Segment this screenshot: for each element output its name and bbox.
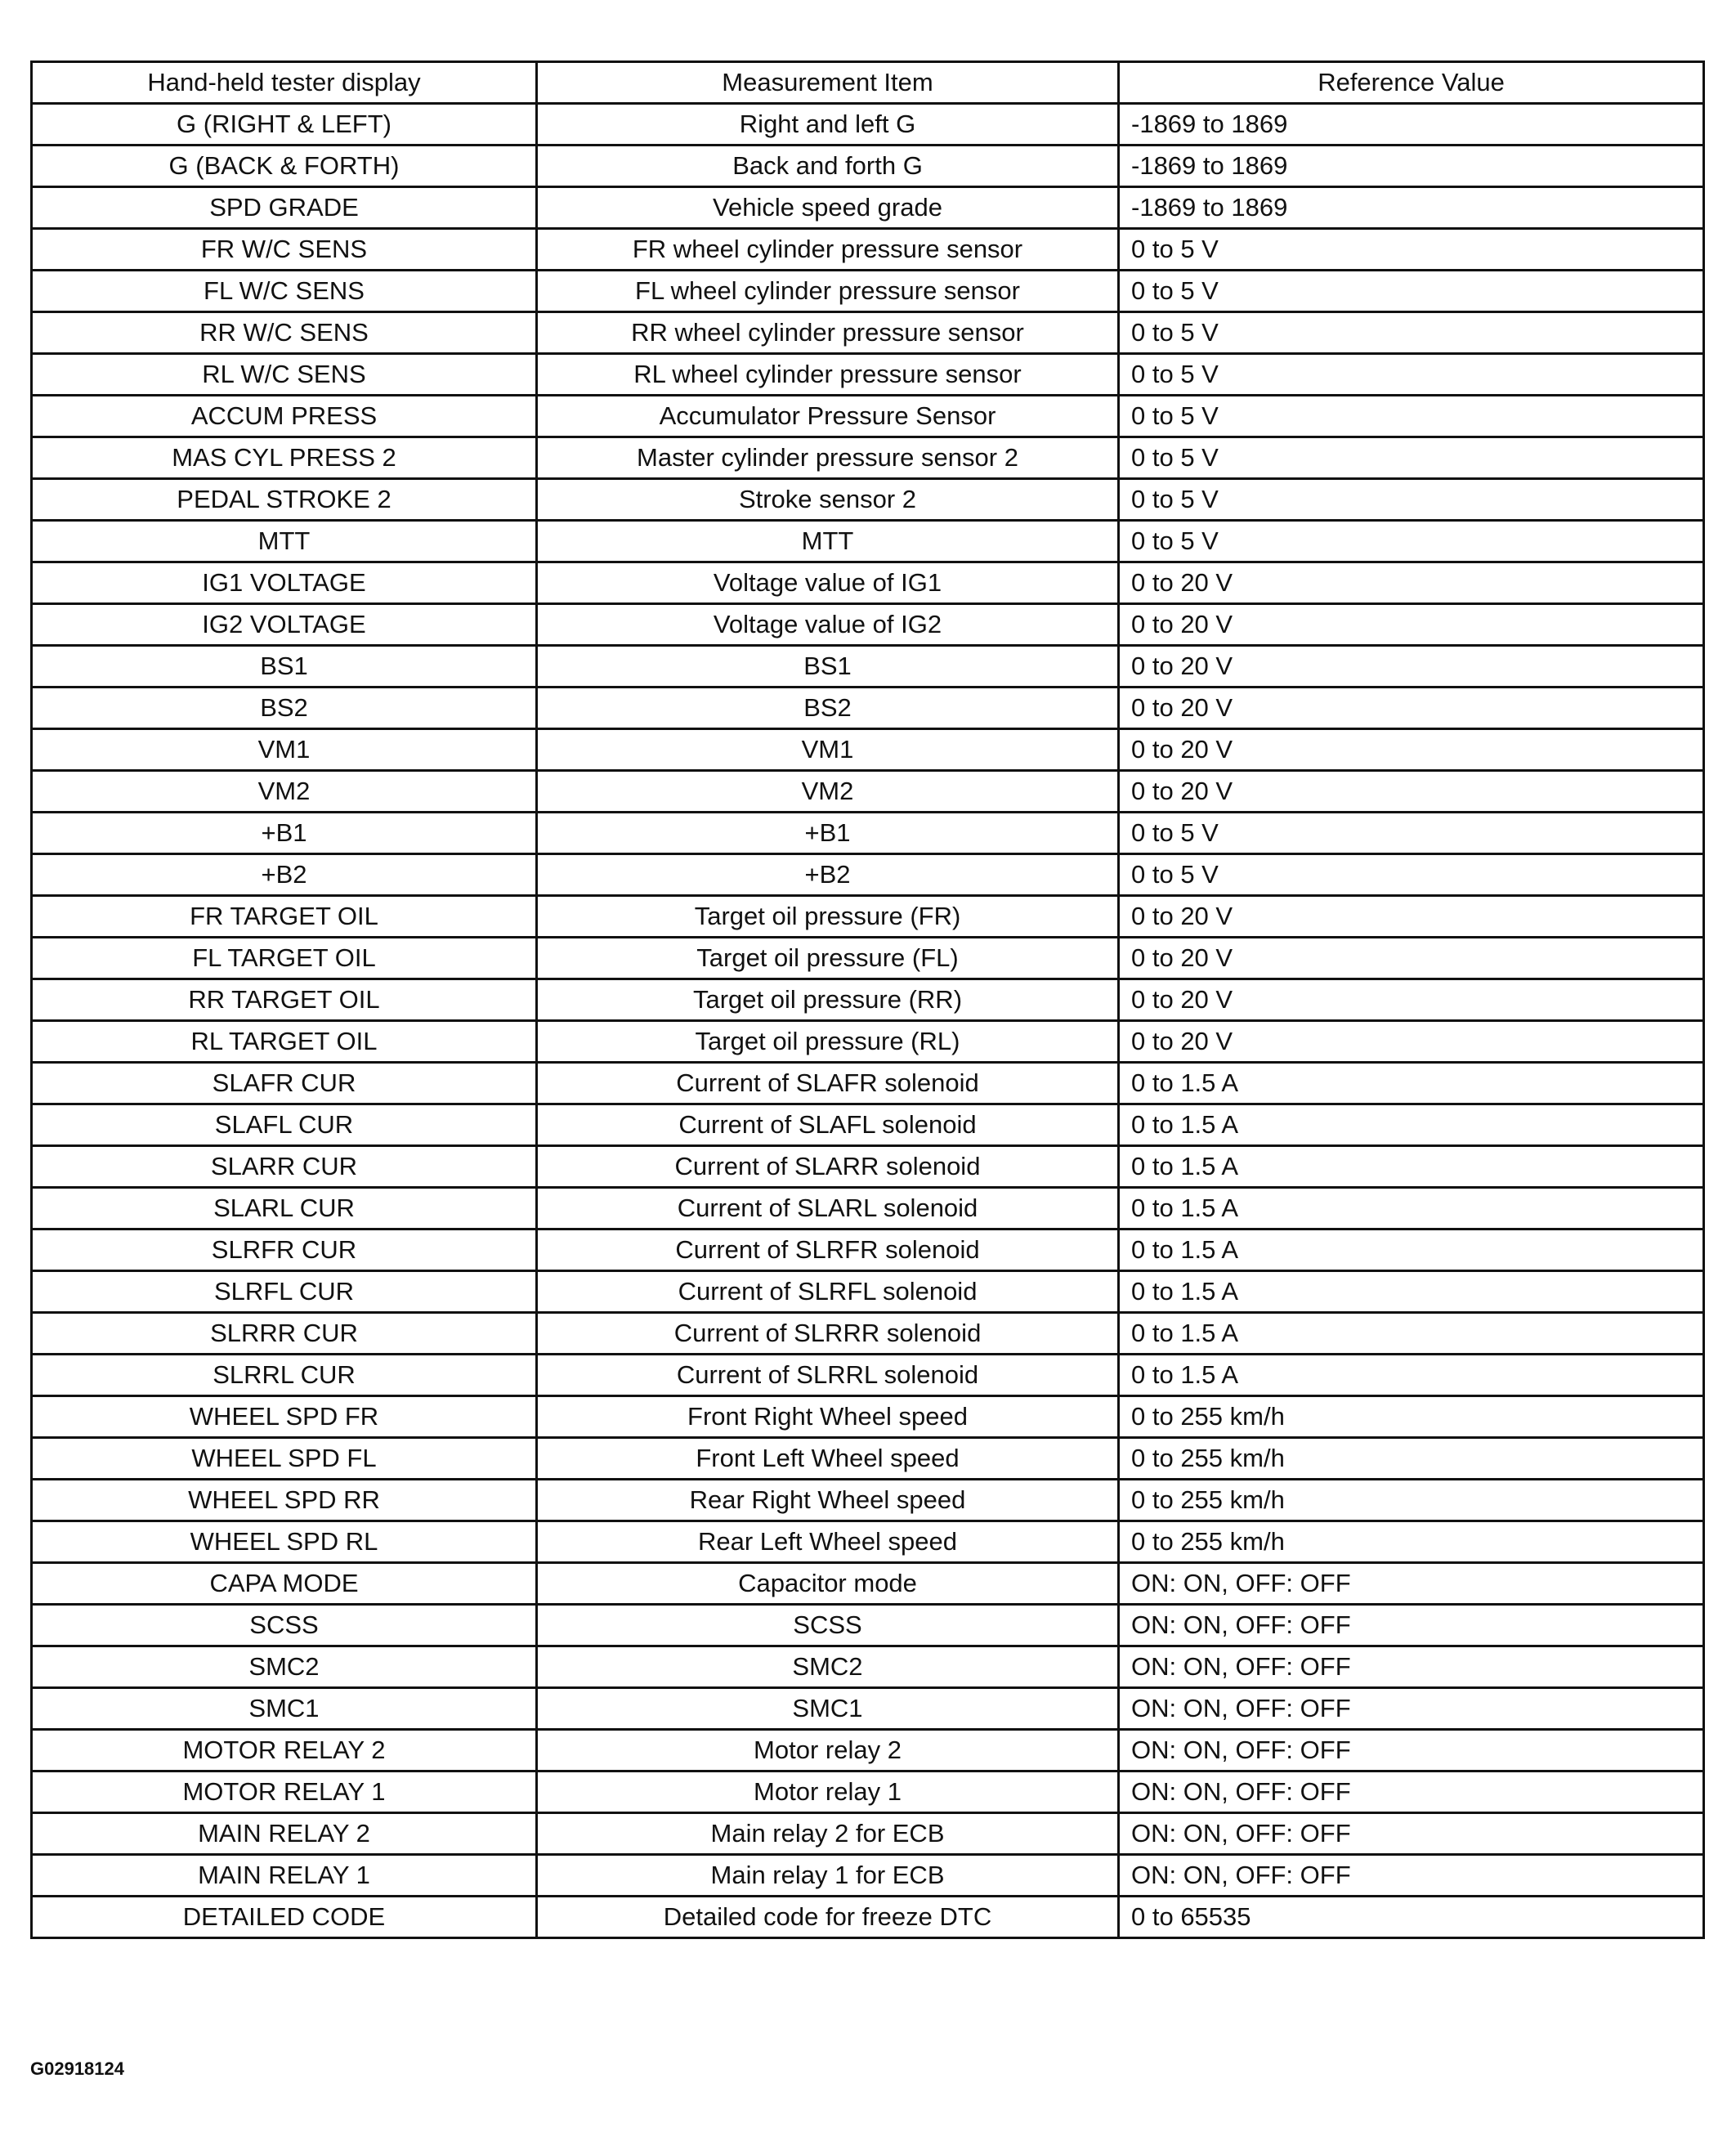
tester-display-cell: FR TARGET OIL [32, 896, 537, 938]
reference-value-cell: 0 to 20 V [1119, 688, 1704, 729]
table-row [32, 1063, 1704, 1104]
reference-value-cell: ON: ON, OFF: OFF [1119, 1813, 1704, 1855]
tester-display-cell: FL TARGET OIL [32, 938, 537, 979]
measurement-item-cell: VM1 [537, 729, 1119, 771]
tester-display-cell: MAS CYL PRESS 2 [32, 437, 537, 479]
table-row [32, 1688, 1704, 1730]
measurement-item-cell: Current of SLARL solenoid [537, 1188, 1119, 1230]
measurement-item-cell: Right and left G [537, 104, 1119, 146]
table-row [32, 938, 1704, 979]
table-row [32, 729, 1704, 771]
table-row [32, 1646, 1704, 1688]
reference-value-cell: -1869 to 1869 [1119, 146, 1704, 187]
measurement-item-cell: Target oil pressure (RR) [537, 979, 1119, 1021]
reference-value-cell: ON: ON, OFF: OFF [1119, 1646, 1704, 1688]
table-row [32, 1355, 1704, 1396]
table-row [32, 604, 1704, 646]
table-row [32, 1271, 1704, 1313]
measurement-item-cell: Current of SLRFR solenoid [537, 1230, 1119, 1271]
table-row [32, 1563, 1704, 1605]
table-row [32, 1605, 1704, 1646]
table-row [32, 1146, 1704, 1188]
table-row [32, 646, 1704, 688]
tester-display-cell: FR W/C SENS [32, 229, 537, 271]
table-row [32, 1771, 1704, 1813]
tester-display-cell: RL W/C SENS [32, 354, 537, 396]
header-reference-value: Reference Value [1119, 62, 1704, 104]
measurement-item-cell: SMC1 [537, 1688, 1119, 1730]
reference-value-cell: 0 to 1.5 A [1119, 1230, 1704, 1271]
measurement-item-cell: RR wheel cylinder pressure sensor [537, 312, 1119, 354]
reference-value-cell: ON: ON, OFF: OFF [1119, 1855, 1704, 1897]
measurement-item-cell: Accumulator Pressure Sensor [537, 396, 1119, 437]
measurement-item-cell: Master cylinder pressure sensor 2 [537, 437, 1119, 479]
measurement-item-cell: Target oil pressure (FL) [537, 938, 1119, 979]
reference-value-cell: 0 to 5 V [1119, 354, 1704, 396]
measurement-item-cell: Current of SLAFR solenoid [537, 1063, 1119, 1104]
measurement-item-cell: MTT [537, 521, 1119, 562]
table-row [32, 1897, 1704, 1938]
reference-value-cell: -1869 to 1869 [1119, 187, 1704, 229]
tester-display-cell: WHEEL SPD FL [32, 1438, 537, 1480]
table-row [32, 354, 1704, 396]
table-row [32, 979, 1704, 1021]
table-row [32, 396, 1704, 437]
measurement-item-cell: Stroke sensor 2 [537, 479, 1119, 521]
reference-value-table [30, 60, 1705, 1939]
measurement-item-cell: FL wheel cylinder pressure sensor [537, 271, 1119, 312]
reference-value-cell: -1869 to 1869 [1119, 104, 1704, 146]
tester-display-cell: SMC2 [32, 1646, 537, 1688]
reference-value-cell: ON: ON, OFF: OFF [1119, 1730, 1704, 1771]
table-row [32, 479, 1704, 521]
reference-value-cell: 0 to 255 km/h [1119, 1396, 1704, 1438]
reference-value-cell: 0 to 20 V [1119, 979, 1704, 1021]
measurement-item-cell: Main relay 2 for ECB [537, 1813, 1119, 1855]
measurement-item-cell: FR wheel cylinder pressure sensor [537, 229, 1119, 271]
measurement-item-cell: SCSS [537, 1605, 1119, 1646]
reference-value-cell: 0 to 1.5 A [1119, 1271, 1704, 1313]
measurement-item-cell: BS1 [537, 646, 1119, 688]
table-row [32, 688, 1704, 729]
measurement-item-cell: Vehicle speed grade [537, 187, 1119, 229]
reference-value-cell: 0 to 255 km/h [1119, 1480, 1704, 1521]
reference-value-cell: 0 to 1.5 A [1119, 1313, 1704, 1355]
tester-display-cell: IG2 VOLTAGE [32, 604, 537, 646]
reference-value-cell: 0 to 5 V [1119, 437, 1704, 479]
table-row [32, 813, 1704, 854]
reference-value-cell: 0 to 5 V [1119, 521, 1704, 562]
measurement-item-cell: Current of SLRRL solenoid [537, 1355, 1119, 1396]
reference-value-cell: 0 to 20 V [1119, 729, 1704, 771]
reference-value-cell: ON: ON, OFF: OFF [1119, 1688, 1704, 1730]
reference-value-cell: 0 to 5 V [1119, 854, 1704, 896]
table-row [32, 229, 1704, 271]
table-row [32, 1104, 1704, 1146]
tester-display-cell: SCSS [32, 1605, 537, 1646]
tester-display-cell: MOTOR RELAY 2 [32, 1730, 537, 1771]
table-row [32, 854, 1704, 896]
figure-code: G02918124 [30, 2058, 124, 2079]
reference-value-cell: 0 to 20 V [1119, 1021, 1704, 1063]
measurement-item-cell: SMC2 [537, 1646, 1119, 1688]
table-row [32, 1188, 1704, 1230]
table-row [32, 771, 1704, 813]
tester-display-cell: SLARR CUR [32, 1146, 537, 1188]
tester-display-cell: WHEEL SPD RL [32, 1521, 537, 1563]
tester-display-cell: SLAFR CUR [32, 1063, 537, 1104]
tester-display-cell: RL TARGET OIL [32, 1021, 537, 1063]
tester-display-cell: SLRRL CUR [32, 1355, 537, 1396]
reference-value-cell: 0 to 5 V [1119, 312, 1704, 354]
tester-display-cell: MTT [32, 521, 537, 562]
tester-display-cell: +B1 [32, 813, 537, 854]
tester-display-cell: SLRFR CUR [32, 1230, 537, 1271]
table-header-row [32, 62, 1704, 104]
measurement-item-cell: Current of SLARR solenoid [537, 1146, 1119, 1188]
reference-value-cell: 0 to 5 V [1119, 396, 1704, 437]
reference-value-cell: 0 to 255 km/h [1119, 1521, 1704, 1563]
reference-value-cell: 0 to 20 V [1119, 646, 1704, 688]
measurement-item-cell: Current of SLRRR solenoid [537, 1313, 1119, 1355]
measurement-item-cell: Voltage value of IG2 [537, 604, 1119, 646]
tester-display-cell: FL W/C SENS [32, 271, 537, 312]
table-row [32, 1396, 1704, 1438]
tester-display-cell: BS2 [32, 688, 537, 729]
measurement-item-cell: Detailed code for freeze DTC [537, 1897, 1119, 1938]
reference-value-cell: 0 to 1.5 A [1119, 1355, 1704, 1396]
tester-display-cell: MAIN RELAY 2 [32, 1813, 537, 1855]
tester-display-cell: ACCUM PRESS [32, 396, 537, 437]
reference-value-cell: 0 to 1.5 A [1119, 1063, 1704, 1104]
reference-value-cell: 0 to 1.5 A [1119, 1104, 1704, 1146]
measurement-item-cell: +B1 [537, 813, 1119, 854]
measurement-item-cell: Front Right Wheel speed [537, 1396, 1119, 1438]
measurement-item-cell: Rear Right Wheel speed [537, 1480, 1119, 1521]
table-row [32, 187, 1704, 229]
measurement-item-cell: Back and forth G [537, 146, 1119, 187]
reference-value-cell: ON: ON, OFF: OFF [1119, 1771, 1704, 1813]
table-row [32, 104, 1704, 146]
reference-value-cell: 0 to 20 V [1119, 562, 1704, 604]
table-row [32, 1021, 1704, 1063]
tester-display-cell: G (RIGHT & LEFT) [32, 104, 537, 146]
table-row [32, 437, 1704, 479]
tester-display-cell: SMC1 [32, 1688, 537, 1730]
measurement-item-cell: +B2 [537, 854, 1119, 896]
table-row [32, 521, 1704, 562]
tester-display-cell: SLARL CUR [32, 1188, 537, 1230]
measurement-item-cell: VM2 [537, 771, 1119, 813]
table-row [32, 1730, 1704, 1771]
measurement-item-cell: Voltage value of IG1 [537, 562, 1119, 604]
tester-display-cell: MOTOR RELAY 1 [32, 1771, 537, 1813]
reference-value-cell: ON: ON, OFF: OFF [1119, 1605, 1704, 1646]
table-row [32, 1521, 1704, 1563]
tester-display-cell: VM1 [32, 729, 537, 771]
tester-display-cell: WHEEL SPD RR [32, 1480, 537, 1521]
reference-value-cell: 0 to 20 V [1119, 604, 1704, 646]
reference-value-cell: 0 to 5 V [1119, 479, 1704, 521]
tester-display-cell: +B2 [32, 854, 537, 896]
measurement-item-cell: RL wheel cylinder pressure sensor [537, 354, 1119, 396]
table-row [32, 146, 1704, 187]
table-row [32, 1230, 1704, 1271]
table-row [32, 896, 1704, 938]
table-row [32, 1480, 1704, 1521]
measurement-item-cell: Capacitor mode [537, 1563, 1119, 1605]
tester-display-cell: IG1 VOLTAGE [32, 562, 537, 604]
table-row [32, 562, 1704, 604]
tester-display-cell: G (BACK & FORTH) [32, 146, 537, 187]
reference-value-cell: 0 to 5 V [1119, 271, 1704, 312]
table-row [32, 312, 1704, 354]
measurement-item-cell: Motor relay 1 [537, 1771, 1119, 1813]
tester-display-cell: SLAFL CUR [32, 1104, 537, 1146]
measurement-item-cell: Motor relay 2 [537, 1730, 1119, 1771]
table-row [32, 1438, 1704, 1480]
reference-value-cell: 0 to 255 km/h [1119, 1438, 1704, 1480]
tester-display-cell: PEDAL STROKE 2 [32, 479, 537, 521]
tester-display-cell: BS1 [32, 646, 537, 688]
tester-display-cell: RR W/C SENS [32, 312, 537, 354]
measurement-item-cell: Target oil pressure (FR) [537, 896, 1119, 938]
measurement-item-cell: Rear Left Wheel speed [537, 1521, 1119, 1563]
measurement-item-cell: Front Left Wheel speed [537, 1438, 1119, 1480]
tester-display-cell: RR TARGET OIL [32, 979, 537, 1021]
tester-display-cell: VM2 [32, 771, 537, 813]
tester-display-cell: WHEEL SPD FR [32, 1396, 537, 1438]
header-tester-display: Hand-held tester display [32, 62, 537, 104]
table-row [32, 1855, 1704, 1897]
measurement-item-cell: Main relay 1 for ECB [537, 1855, 1119, 1897]
tester-display-cell: CAPA MODE [32, 1563, 537, 1605]
reference-value-cell: 0 to 5 V [1119, 229, 1704, 271]
reference-value-cell: 0 to 20 V [1119, 938, 1704, 979]
measurement-item-cell: Target oil pressure (RL) [537, 1021, 1119, 1063]
header-measurement-item: Measurement Item [537, 62, 1119, 104]
measurement-item-cell: BS2 [537, 688, 1119, 729]
table-body [32, 104, 1704, 1938]
reference-value-cell: 0 to 65535 [1119, 1897, 1704, 1938]
reference-value-cell: 0 to 1.5 A [1119, 1188, 1704, 1230]
table-row [32, 1813, 1704, 1855]
tester-display-cell: SLRFL CUR [32, 1271, 537, 1313]
reference-value-cell: 0 to 1.5 A [1119, 1146, 1704, 1188]
table-row [32, 271, 1704, 312]
measurement-item-cell: Current of SLRFL solenoid [537, 1271, 1119, 1313]
table-row [32, 1313, 1704, 1355]
tester-display-cell: DETAILED CODE [32, 1897, 537, 1938]
tester-display-cell: MAIN RELAY 1 [32, 1855, 537, 1897]
reference-value-cell: 0 to 20 V [1119, 771, 1704, 813]
measurement-item-cell: Current of SLAFL solenoid [537, 1104, 1119, 1146]
reference-value-cell: 0 to 5 V [1119, 813, 1704, 854]
reference-value-cell: 0 to 20 V [1119, 896, 1704, 938]
reference-value-cell: ON: ON, OFF: OFF [1119, 1563, 1704, 1605]
tester-display-cell: SPD GRADE [32, 187, 537, 229]
tester-display-cell: SLRRR CUR [32, 1313, 537, 1355]
